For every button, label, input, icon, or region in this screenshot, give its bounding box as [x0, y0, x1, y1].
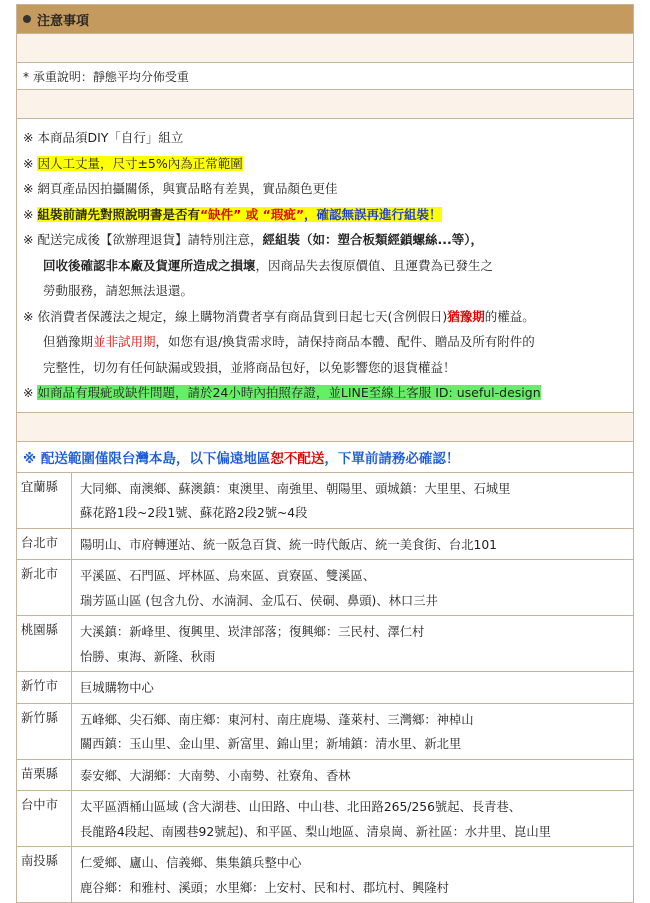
- area-line: 蘇花路1段~2段1號、蘇花路2段2號~4段: [80, 506, 308, 520]
- remote-areas-table: [17, 472, 633, 903]
- area-row: [17, 472, 633, 528]
- region-name: 桃園縣: [17, 616, 72, 672]
- area-line: 怡勝、東海、新隆、秋雨: [80, 649, 216, 664]
- notice-header: [17, 5, 633, 33]
- note-assembly: ※ 組裝前請先對照說明書是否有“缺件” 或 “瑕疵”，確認無誤再進行組裝！: [23, 206, 442, 222]
- area-row: [17, 616, 633, 672]
- region-name: 南投縣: [17, 847, 72, 903]
- area-row: [17, 703, 633, 759]
- area-line: 長龍路4段起、南國巷92號起)、和平區、梨山地區、清泉崗、新社區：水井里、崑山里: [80, 824, 551, 839]
- notice-panel: [16, 4, 634, 903]
- notice-title: 注意事項: [37, 13, 90, 29]
- area-row: [17, 759, 633, 791]
- region-areas: [72, 560, 634, 616]
- area-line: 大溪鎮：新峰里、復興里、崁津部落；復興鄉：三民村、澤仁村: [80, 625, 425, 639]
- region-areas: [72, 703, 634, 759]
- region-areas: [72, 672, 634, 704]
- area-line: 瑞芳區山區 (包含九份、水湳洞、金瓜石、侯硐、鼻頭)、林口三井: [80, 593, 438, 608]
- notes-list: [17, 118, 633, 412]
- measure-highlight: 因人工丈量，尺寸±5%內為正常範圍: [37, 155, 243, 171]
- note-consumer-law: ※ 依消費者保護法之規定，線上購物消費者享有商品貨到日起七天(含例假日)猶豫期的權益。: [23, 308, 535, 324]
- area-line: 鹿谷鄉：和雅村、溪頭；水里鄉：上安村、民和村、郡坑村、興隆村: [80, 880, 449, 895]
- area-line: 五峰鄉、尖石鄉、南庄鄉：東河村、南庄鹿場、蓬萊村、三灣鄉：神棹山: [80, 712, 474, 727]
- note-color: ※ 網頁產品因拍攝關係，與實品略有差異，實品顏色更佳: [23, 181, 338, 196]
- note-defect: ※ 如商品有瑕疵或缺件問題，請於24小時內拍照存證，並LINE至線上客服 ID: useful-design: [23, 385, 541, 400]
- area-row: [17, 528, 633, 560]
- note-consumer-line2: 但猶豫期並非試用期，如您有退/換貨需求時，請保持商品本體、配件、贈品及所有附件的: [43, 334, 535, 349]
- spacer-band: [17, 412, 633, 441]
- assembly-highlight: 組裝前請先對照說明書是否有“缺件” 或 “瑕疵”，確認無誤再進行組裝！: [37, 206, 442, 222]
- area-line: 大同鄉、南澳鄉、蘇澳鎮：東澳里、南強里、朝陽里、頭城鎮：大里里、石城里: [80, 481, 511, 496]
- region-name: 新竹市: [17, 672, 72, 704]
- shipping-title: ※ 配送範圍僅限台灣本島，以下偏遠地區 恕不配送 ，下單前請務必確認！: [17, 441, 633, 472]
- note-diy: ※ 本商品須DIY「自行」組立: [23, 130, 184, 145]
- bullet-dot-icon: [23, 15, 31, 23]
- region-name: 宜蘭縣: [17, 472, 72, 528]
- weight-note: * 承重說明：靜態平均分佈受重: [17, 62, 633, 89]
- spacer-band: [17, 89, 633, 118]
- defect-highlight: 如商品有瑕疵或缺件問題，請於24小時內拍照存證，並LINE至線上客服 ID: useful-design: [37, 385, 541, 400]
- area-row: [17, 560, 633, 616]
- region-name: 新竹縣: [17, 703, 72, 759]
- area-line: 巨城購物中心: [80, 681, 154, 695]
- area-line: 太平區酒桶山區域 (含大湖巷、山田路、中山巷、北田路265/256號起、長青巷、: [80, 800, 521, 814]
- note-return-line2: 回收後確認非本廠及貨運所造成之損壞，因商品失去復原價值、且運費為已發生之: [43, 257, 494, 273]
- note-return: ※ 配送完成後【欲辦理退貨】請特別注意，經組裝（如：塑合板類經鎖螺絲...等），: [23, 232, 483, 247]
- region-name: 苗栗縣: [17, 759, 72, 791]
- region-name: 台中市: [17, 791, 72, 847]
- region-name: 新北市: [17, 560, 72, 616]
- note-return-line3: 勞動服務，請恕無法退還。: [43, 283, 194, 298]
- area-line: 泰安鄉、大湖鄉：大南勢、小南勢、社寮角、香林: [80, 768, 351, 783]
- area-row: [17, 847, 633, 903]
- area-line: 關西鎮：玉山里、金山里、新富里、錦山里；新埔鎮：清水里、新北里: [80, 737, 462, 751]
- region-name: 台北市: [17, 528, 72, 560]
- region-areas: [72, 616, 634, 672]
- area-row: [17, 672, 633, 704]
- area-line: 仁愛鄉、廬山、信義鄉、集集鎮兵整中心: [80, 856, 302, 870]
- area-line: 陽明山、市府轉運站、統一阪急百貨、統一時代飯店、統一美食街、台北101: [80, 537, 497, 552]
- note-measure: ※ 因人工丈量，尺寸±5%內為正常範圍: [23, 155, 243, 171]
- region-areas: [72, 528, 634, 560]
- region-areas: [72, 791, 634, 847]
- note-consumer-line3: 完整性，切勿有任何缺漏或毀損，並將商品包好，以免影響您的退貨權益！: [43, 359, 456, 375]
- region-areas: [72, 472, 634, 528]
- spacer-band: [17, 33, 633, 62]
- region-areas: [72, 759, 634, 791]
- area-row: [17, 791, 633, 847]
- area-line: 平溪區、石門區、坪林區、烏來區、貢寮區、雙溪區、: [80, 569, 376, 583]
- region-areas: [72, 847, 634, 903]
